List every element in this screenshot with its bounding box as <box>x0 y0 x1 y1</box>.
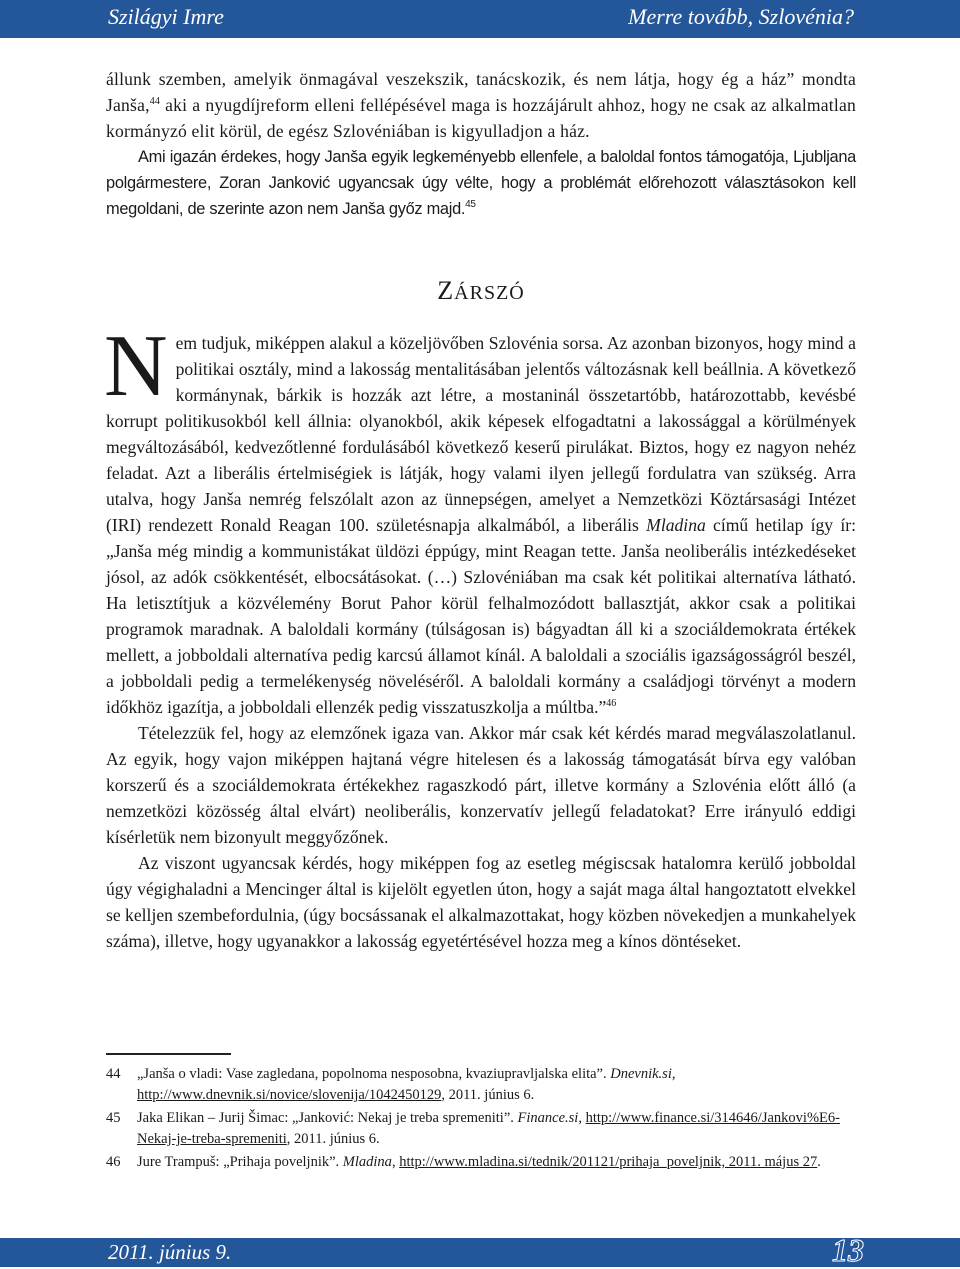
footnote-46 <box>106 1152 856 1173</box>
paragraph-3-text-a: em tudjuk, miképpen alakul a közeljövőben Szlovénia sorsa. Az azonban bizonyos, hogy mind a politikai osztály, mind a lakosság mentalitásában jelentős változásnak kell beállnia. A következő kormánynak, bárkik is hozzák azt létre, a mostaninál összetartóbb, határozottabb, kevésbé korrupt politikusokból kell állnia: olyanokból, akik képesek elfogadtatni a lakossággal a körülmények megváltozásából, kedvezőtlenné fordulásából következő keserű pirulákat. Biztos, hogy ez nagyon nehéz feladat. Azt a liberális értelmiségiek is látják, hogy valami ilyen jellegű fordulatra van szükség. Arra utalva, hogy Janša nemrég felszólalt azon az ünnepségen, amelyet a Nemzetközi Köztársasági Intézet (IRI) rendezett Ronald Reagan 100. születésnapja alkalmából, a liberális <box>106 333 856 535</box>
footnotes <box>106 1064 856 1175</box>
paragraph-1 <box>106 66 856 144</box>
paragraph-5: Az viszont ugyancsak kérdés, hogy miképpen fog az esetleg mégiscsak hatalomra kerülő jobboldal úgy végighaladni a Mencinger által is kijelölt egyetlen úton, hogy a saját maga által hangoztatott elvekkel se kelljen szembefordulnia, (úgy bocsássanak el alkalmazottakat, hogy közben növekedjen a munkahelyek száma), illetve, hogy ugyanakkor a lakosság egyetértésével hozza meg a kínos döntéseket. <box>106 853 856 951</box>
footnote-date: , 2011. június 6. <box>441 1087 535 1103</box>
paragraph-2 <box>106 144 856 222</box>
footnote-source: Dnevnik.si <box>610 1066 672 1082</box>
footnote-separator: , <box>671 1066 676 1082</box>
footnote-date: . <box>817 1154 821 1170</box>
header-title: Merre tovább, Szlovénia? <box>628 4 854 29</box>
footnote-link[interactable]: http://www.dnevnik.si/novice/slovenija/1042450129 <box>137 1087 442 1103</box>
footnote-number: 45 <box>106 1110 121 1126</box>
paragraph-3 <box>104 318 856 720</box>
footnote-source: Mladina <box>342 1154 392 1170</box>
section-heading <box>106 276 856 306</box>
footnote-separator: , <box>391 1154 400 1170</box>
footnote-ref-46[interactable]: 46 <box>606 698 617 709</box>
heading-rest: ÁRSZÓ <box>454 282 525 304</box>
footnote-link[interactable]: http://www.mladina.si/tednik/201121/prihaja_poveljnik, 2011. május 27 <box>399 1154 818 1170</box>
paragraph-1-text-a: állunk szemben, amelyik önmagával veszekszik, tanácskozik, és nem látja, hogy ég a ház” mondta Janša, <box>106 69 856 115</box>
header-author: Szilágyi Imre <box>108 4 224 29</box>
heading-initial: Z <box>437 276 455 305</box>
paragraph-3-text-b: című hetilap így ír: „Janša még mindig a kommunistákat üldözi éppúgy, mint Reagan tette. Janša neoliberális intézkedéseket jósol, az adók csökkentését, elbocsátásokat. (…) Szlovéniában ma csak két politikai alternatíva látható. Ha letisztítjuk a közvélemény Borut Pahor körül felhalmozódott ballasztját, akkor csak a politikai programok maradnak. A baloldali kormány (túlságosan is) bágyadtan áll ki a szociáldemokrata értékek mellett, a jobboldali alternatíva pedig karcsú államot kínál. A baloldali a szociális igazságosságról beszél, a jobboldali pedig a termelékenység növeléséről. A baloldali kormány a családjogi törvényt a modern időkhöz igazítja, a jobboldali ellenzék pedig visszatuszkolja a múltba.” <box>106 515 856 717</box>
footer-date: 2011. június 9. <box>108 1240 232 1264</box>
footnote-44 <box>106 1064 856 1106</box>
page-number: 13 <box>832 1232 864 1268</box>
footnote-link[interactable]: http://www.finance.si/314646/Jankovi%E6-Nekaj-je-treba-spremeniti <box>137 1110 840 1147</box>
article-body <box>106 66 856 954</box>
paragraph-2-text: Ami igazán érdekes, hogy Janša egyik legkeményebb ellenfele, a baloldal fontos támogatója, Ljubljana polgármestere, Zoran Janković ugyancsak úgy vélte, hogy a problémát előrehozott választásokon kell megoldani, de szerinte azon nem Janša győz majd. <box>106 148 856 218</box>
footnote-number: 44 <box>106 1066 121 1082</box>
footnote-source: Finance.si, <box>517 1110 582 1126</box>
footnote-text: „Janša o vladi: Vase zagledana, popolnoma nesposobna, kvaziupravljalska elita”. <box>137 1066 611 1082</box>
running-footer <box>0 1232 960 1268</box>
footnote-date: , 2011. június 6. <box>286 1131 380 1147</box>
footnote-text: Jaka Elikan – Jurij Šimac: „Janković: Nekaj je treba spremeniti”. <box>137 1110 518 1126</box>
publication-name: Mladina <box>646 515 706 535</box>
footnote-45 <box>106 1108 856 1150</box>
footnote-divider <box>106 1053 231 1055</box>
footnote-ref-45[interactable]: 45 <box>465 199 476 210</box>
paragraph-4: Tételezzük fel, hogy az elemzőnek igaza van. Akkor már csak két kérdés marad megválaszolatlanul. Az egyik, hogy vajon miképpen hajtaná végre hitelesen és a lakosság támogatását bírva egy valóban korszerű és a szociáldemokrata értékekhez ragaszkodó párt, illetve kormány a Szlovénia előtt álló (a nemzetközi közösség által elvárt) neoliberális, konzervatív jellegű feladatokat? Erre irányuló eddigi kísérletük nem bizonyult meggyőzőnek. <box>106 723 856 847</box>
footnote-number: 46 <box>106 1154 121 1170</box>
running-header <box>0 0 960 38</box>
footnote-text: Jure Trampuš: „Prihaja poveljnik”. <box>137 1154 343 1170</box>
drop-cap: N <box>104 318 168 415</box>
footnote-ref-44[interactable]: 44 <box>149 96 161 107</box>
paragraph-1-text-b: aki a nyugdíjreform elleni fellépésével maga is hozzájárult ahhoz, hogy ne csak az alkalmatlan kormányzó elit körül, de egész Szlovéniában is kigyulladjon a ház. <box>106 95 856 141</box>
